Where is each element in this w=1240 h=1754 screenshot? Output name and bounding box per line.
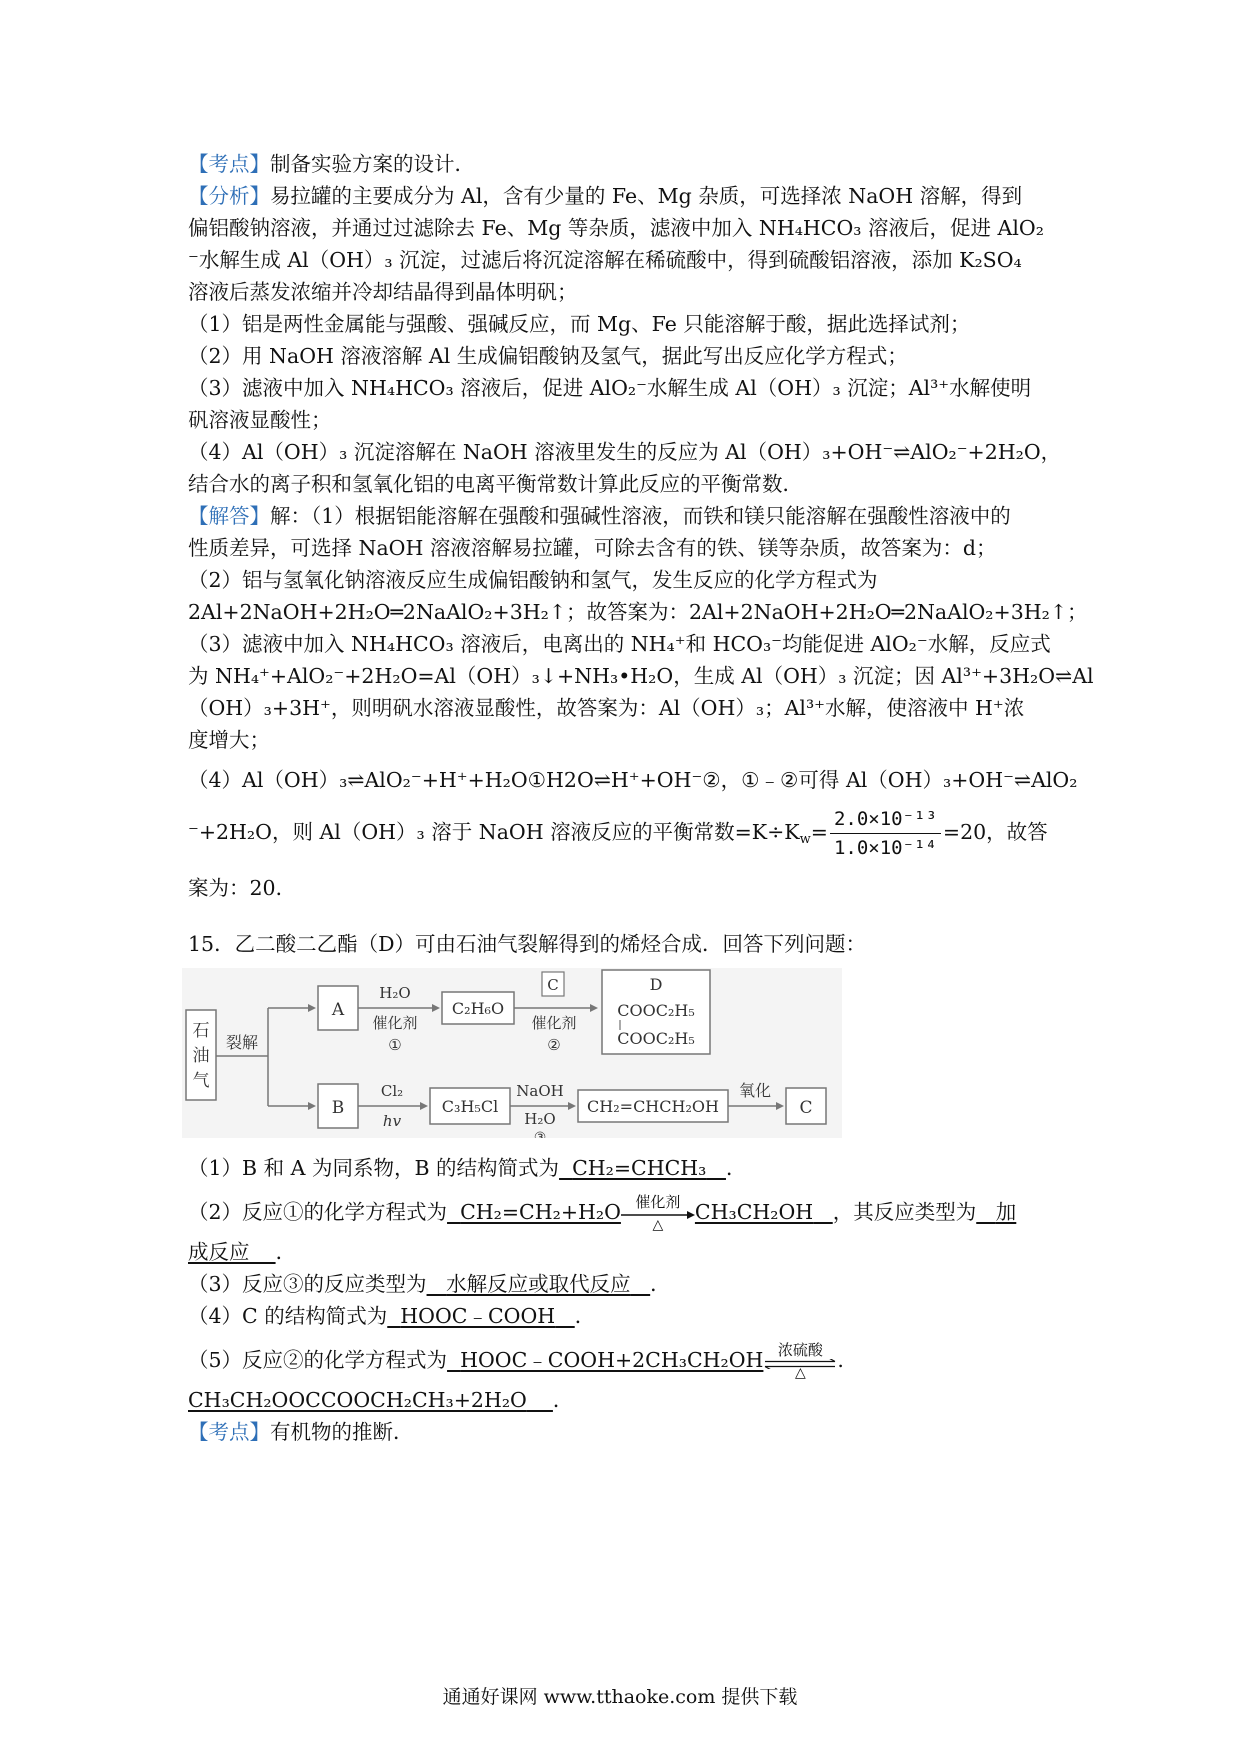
jieda-line-1b: 性质差异，可选择 NaOH 溶液溶解易拉罐，可除去含有的铁、镁等杂质，故答案为：d；: [188, 536, 997, 560]
jieda-line-1: [188, 500, 1068, 532]
s5-answer: [447, 1348, 763, 1372]
jieda-4b-post: =20，故答: [942, 820, 1048, 844]
s5-product: [188, 1388, 553, 1412]
label-d-line1: COOC₂H₅: [617, 1001, 695, 1020]
s2-heat: △: [652, 1217, 664, 1233]
step-1: ①: [388, 1036, 402, 1054]
fenxi-tag: 【分析】: [188, 184, 270, 208]
sub-question-5-cont: [188, 1384, 1068, 1416]
catalyst-1: 催化剂: [372, 1014, 418, 1032]
label-c-reagent: C: [547, 976, 559, 994]
jieda-4b-eq: =: [810, 820, 828, 844]
jieda-4b-pre: ⁻+2H₂O，则 Al（OH）₃ 溶于 NaOH 溶液反应的平衡常数=K÷K: [188, 820, 800, 844]
jieda-line-3d: 度增大；: [188, 728, 270, 752]
s2-prompt: （2）反应①的化学方程式为: [188, 1200, 448, 1224]
sub-question-1: [188, 1152, 1068, 1184]
reagent-cl2: Cl₂: [380, 1082, 404, 1100]
label-d-line2: COOC₂H₅: [617, 1029, 695, 1048]
jieda-line-2b: 2Al+2NaOH+2H₂O═2NaAlO₂+3H₂↑；故答案为：2Al+2NaOH+2H₂O═2NaAlO₂+3H₂↑；: [188, 600, 1088, 624]
s4-prompt: （4）C 的结构简式为: [188, 1304, 388, 1328]
catalyst-2: 催化剂: [531, 1014, 577, 1032]
step-2: ②: [547, 1036, 561, 1054]
sub-question-2-cont: [188, 1236, 1068, 1268]
kaodian-text: 制备实验方案的设计．: [270, 152, 475, 176]
s2-answer: [447, 1200, 621, 1224]
s5-catalyst: 浓硫酸: [777, 1341, 823, 1359]
kw-subscript: w: [799, 832, 811, 847]
reagent-hv: hv: [382, 1112, 402, 1130]
s4-answer-text: HOOC﹣COOH: [400, 1304, 556, 1328]
s5-heat: △: [795, 1365, 806, 1381]
start-char-3: 气: [192, 1071, 210, 1091]
synthesis-flow-diagram: [182, 968, 842, 1138]
kaodian-line-2: [188, 1416, 1068, 1448]
jieda-line-3a: （3）滤液中加入 NH₄HCO₃ 溶液后，电离出的 NH₄⁺和 HCO₃⁻均能促进 AlO₂⁻水解，反应式: [188, 632, 1051, 656]
page-footer: 通通好课网 www.tthaoke.com 提供下载: [442, 1686, 798, 1708]
jieda-line-3b: 为 NH₄⁺+AlO₂⁻+2H₂O=Al（OH）₃↓+NH₃•H₂O，生成 Al（OH）₃ 沉淀；因 Al³⁺+3H₂O⇌Al: [188, 664, 1094, 688]
kaodian-tag: 【考点】: [188, 152, 270, 176]
s3-prompt: （3）反应③的反应类型为: [188, 1272, 427, 1296]
sub-question-5: （5）反应②的化学方程式为 HOOC﹣COOH+2CH₃CH₂OH 浓硫酸 △ .: [188, 1336, 1068, 1384]
start-char-2: 油: [192, 1046, 210, 1066]
kaodian-tag-2: 【考点】: [188, 1420, 270, 1444]
label-b: B: [331, 1098, 345, 1118]
kaodian-text-2: 有机物的推断．: [270, 1420, 414, 1444]
fenxi-text: 易拉罐的主要成分为 Al，含有少量的 Fe、Mg 杂质，可选择浓 NaOH 溶解，得到: [270, 184, 1023, 208]
start-char-1: 石: [192, 1021, 210, 1041]
s1-prompt: （1）B 和 A 为同系物，B 的结构简式为: [188, 1156, 560, 1180]
sub-question-3: [188, 1268, 1068, 1300]
s1-answer: [559, 1156, 726, 1180]
jieda-line-4a: （4）Al（OH）₃⇌AlO₂⁻+H⁺+H₂O①H2O⇌H⁺+OH⁻②，①﹣②可得 Al（OH）₃+OH⁻⇌AlO₂: [188, 768, 1078, 792]
label-c2h6o: C₂H₆O: [451, 999, 505, 1018]
jieda-tag: 【解答】: [188, 504, 270, 528]
fenxi-line-1: [188, 180, 1068, 212]
fraction-numerator: 2.0×10⁻¹³: [830, 805, 941, 834]
s5-equilibrium-arrow: [763, 1342, 837, 1384]
label-allyl-alcohol: CH₂=CHCH₂OH: [587, 1097, 719, 1116]
s2-condition-arrow: [621, 1194, 695, 1236]
s5-end: ．: [552, 1388, 574, 1412]
s3-answer-text: 水解反应或取代反应: [446, 1272, 631, 1296]
step-3: ③: [533, 1130, 547, 1138]
s3-answer: [427, 1272, 651, 1296]
fenxi-line-3: ⁻水解生成 Al（OH）₃ 沉淀，过滤后将沉淀溶解在稀硫酸中，得到硫酸铝溶液，添加 K₂SO₄: [188, 248, 1022, 272]
fenxi-line-2: 偏铝酸钠溶液，并通过过滤除去 Fe、Mg 等杂质，滤液中加入 NH₄HCO₃ 溶液后，促进 AlO₂: [188, 216, 1044, 240]
s2-catalyst: 催化剂: [635, 1193, 681, 1211]
document-body: [188, 148, 1094, 1448]
s1-end: ．: [725, 1156, 747, 1180]
s2-type: [976, 1200, 1016, 1224]
equilibrium-fraction: [830, 805, 941, 862]
oxidation-label: 氧化: [738, 1081, 772, 1100]
jieda-line-3c: （OH）₃+3H⁺，则明矾水溶液显酸性，故答案为：Al（OH）₃；Al³⁺水解，使溶液中 H⁺浓: [188, 696, 1025, 720]
fenxi-point-2: （2）用 NaOH 溶液溶解 Al 生成偏铝酸钠及氢气，据此写出反应化学方程式；: [188, 344, 908, 368]
s4-end: ．: [574, 1304, 596, 1328]
s2-type-part1: 加: [995, 1200, 1017, 1224]
label-c-product: C: [799, 1098, 813, 1118]
fenxi-point-1: （1）铝是两性金属能与强酸、强碱反应，而 Mg、Fe 只能溶解于酸，据此选择试剂；: [188, 312, 971, 336]
question-15-stem: 15．乙二酸二乙酯（D）可由石油气裂解得到的烯烃合成．回答下列问题：: [188, 932, 867, 956]
s2-reactants: CH₂=CH₂+H₂O: [460, 1200, 621, 1224]
fenxi-point-4a: （4）Al（OH）₃ 沉淀溶解在 NaOH 溶液里发生的反应为 Al（OH）₃+OH⁻⇌AlO₂⁻+2H₂O，: [188, 440, 1062, 464]
reagent-naoh: NaOH: [516, 1082, 564, 1100]
s3-end: ．: [650, 1272, 671, 1296]
jieda-line-4b: [188, 800, 1068, 864]
label-c3h5cl: C₃H₅Cl: [441, 1097, 499, 1116]
jieda-line-4c: 案为：20．: [188, 876, 297, 900]
s1-answer-text: CH₂=CHCH₃: [572, 1156, 707, 1180]
s2-mid: ，其反应类型为: [832, 1200, 977, 1224]
fenxi-line-4: 溶液后蒸发浓缩并冷却结晶得到晶体明矾；: [188, 280, 578, 304]
s5-product-text: CH₃CH₂OOCCOOCH₂CH₃+2H₂O: [188, 1388, 527, 1412]
s2-type-part2: 成反应: [188, 1240, 250, 1264]
label-d: D: [649, 975, 663, 994]
s4-answer: [387, 1304, 574, 1328]
s2-product: [695, 1200, 833, 1224]
s5-reactants: HOOC﹣COOH+2CH₃CH₂OH: [460, 1348, 764, 1372]
sub-question-4: [188, 1300, 1068, 1332]
jieda-text: 解：（1）根据铝能溶解在强酸和强碱性溶液，而铁和镁只能溶解在强酸性溶液中的: [270, 504, 1011, 528]
s2-end: ．: [275, 1240, 297, 1264]
crack-label: 裂解: [226, 1033, 259, 1052]
reagent-water: H₂O: [379, 984, 411, 1002]
fenxi-point-3a: （3）滤液中加入 NH₄HCO₃ 溶液后，促进 AlO₂⁻水解生成 Al（OH）₃ 沉淀；Al³⁺水解使明: [188, 376, 1032, 400]
fenxi-point-4b: 结合水的离子积和氢氧化铝的电离平衡常数计算此反应的平衡常数．: [188, 472, 803, 496]
jieda-line-2a: （2）铝与氢氧化钠溶液反应生成偏铝酸钠和氢气，发生反应的化学方程式为: [188, 568, 878, 592]
label-a: A: [331, 1000, 345, 1020]
fenxi-point-3b: 矾溶液显酸性；: [188, 408, 332, 432]
kaodian-line: [188, 148, 1068, 180]
s2-type-cont: [188, 1240, 276, 1264]
fraction-denominator: 1.0×10⁻¹⁴: [833, 837, 937, 859]
s2-product-text: CH₃CH₂OH: [694, 1200, 814, 1224]
s5-prompt: （5）反应②的化学方程式为: [188, 1348, 448, 1372]
reagent-h2o: H₂O: [524, 1110, 556, 1128]
sub-question-2: [188, 1188, 1068, 1236]
